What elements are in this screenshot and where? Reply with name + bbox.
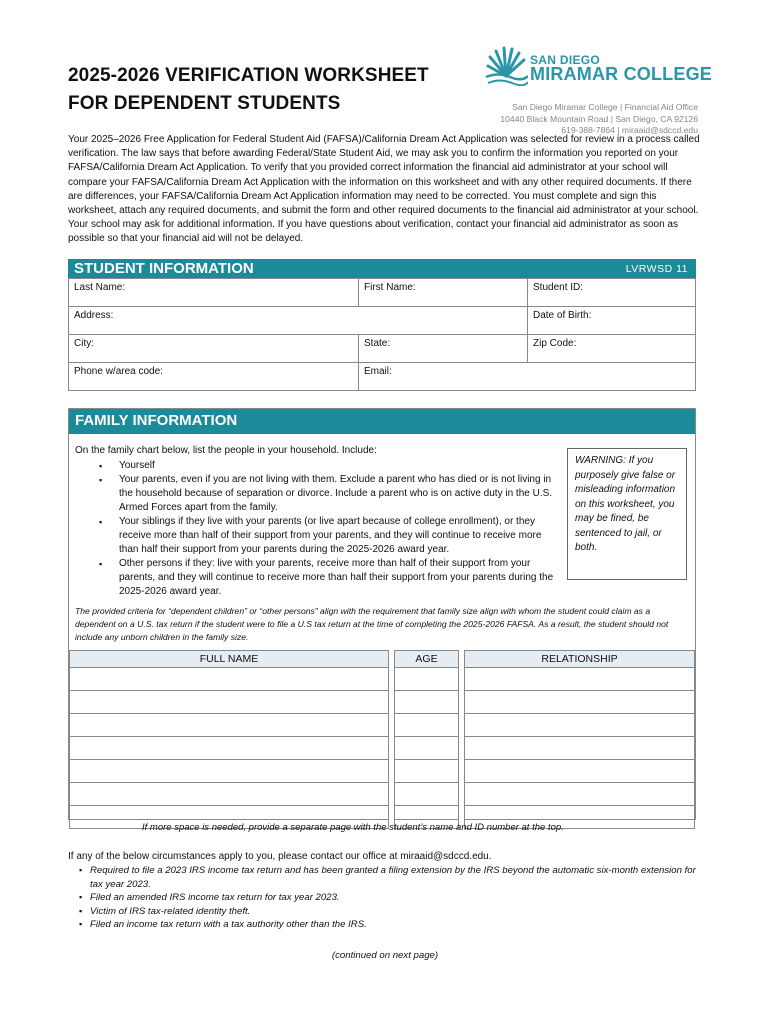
state-field[interactable]: State: <box>359 335 528 363</box>
family-info-header <box>69 409 695 434</box>
name-cell[interactable] <box>70 668 389 691</box>
logo-college-name: MIRAMAR COLLEGE <box>530 64 712 84</box>
warning-box: WARNING: If you purposely give false or misleading information on this worksheet, you may be fined, be sentenced to jail, or both. <box>567 448 687 580</box>
logo-san-diego: SAN DIEGO <box>530 53 601 67</box>
zip-field[interactable]: Zip Code: <box>528 335 696 363</box>
city-field[interactable]: City: <box>69 335 359 363</box>
list-item: ▪ Victim of IRS tax-related identity theft. <box>68 905 698 919</box>
age-cell[interactable] <box>395 760 459 783</box>
age-cell[interactable] <box>395 737 459 760</box>
first-name-field[interactable]: First Name: <box>359 279 528 307</box>
list-item: ▪ Required to file a 2023 IRS income tax return and has been granted a filing extension by the IRS beyond the automatic six-month extension for tax year 2023. <box>68 864 698 891</box>
phone-field[interactable]: Phone w/area code: <box>69 363 359 391</box>
sunburst-logo-icon <box>484 46 528 86</box>
name-cell[interactable] <box>70 737 389 760</box>
list-item: ▪ Other persons if they: live with your parents, receive more than half of their support from your parents, and they will continue to receive more than half their support from your parents during the 2025-2026 award year. <box>75 557 561 599</box>
last-name-field[interactable]: Last Name: <box>69 279 359 307</box>
relationship-cell[interactable] <box>465 714 695 737</box>
intro-paragraph: Your 2025–2026 Free Application for Federal Student Aid (FAFSA)/California Dream Act Application was selected for review in a process called verification. The law says that before awarding Federal/State Student Aid, we may ask you to confirm the information you reported on your FAFSA/California Dream Act Application. To verify that you provided correct information the financial aid administrator at your school will compare your FAFSA/California Dream Act Application with the information on this worksheet and with any other required documents. If there are differences, your FAFSA/California Dream Act Application information may need to be corrected. You must complete and sign this worksheet, attach any required documents, and submit the form and other required documents to the financial aid administrator at your school. Your school may ask for additional information. If you have questions about verification, contact your financial aid administrator as soon as possible so that your financial aid will not be delayed. <box>68 134 700 245</box>
name-cell[interactable] <box>70 760 389 783</box>
contact-instructions: If any of the below circumstances apply to you, please contact our office at miraaid@sdccd.edu. <box>68 851 492 862</box>
column-relationship: RELATIONSHIP <box>465 651 695 668</box>
family-chart-header <box>70 651 695 668</box>
family-info-heading: FAMILY INFORMATION <box>75 412 238 429</box>
page-title <box>68 62 429 118</box>
email-field[interactable]: Email: <box>359 363 696 391</box>
office-line-3: 619-388-7864 | miraaid@sdccd.edu <box>561 125 698 135</box>
form-code: LVRWSD 11 <box>625 263 688 275</box>
office-contact <box>500 102 698 137</box>
relationship-cell[interactable] <box>465 783 695 806</box>
student-info-table <box>68 278 696 391</box>
list-item: ▪ Filed an income tax return with a tax authority other than the IRS. <box>68 918 698 932</box>
relationship-cell[interactable] <box>465 668 695 691</box>
family-intro: On the family chart below, list the people in your household. Include: <box>75 445 377 456</box>
list-item: ▪ Filed an amended IRS income tax return for tax year 2023. <box>68 891 698 905</box>
table-row <box>70 668 695 691</box>
table-row <box>70 760 695 783</box>
family-chart <box>69 650 695 829</box>
table-row <box>70 783 695 806</box>
name-cell[interactable] <box>70 714 389 737</box>
household-criteria-list <box>75 459 561 599</box>
column-age: AGE <box>395 651 459 668</box>
age-cell[interactable] <box>395 668 459 691</box>
name-cell[interactable] <box>70 691 389 714</box>
continued-note: (continued on next page) <box>331 950 439 961</box>
table-row <box>70 691 695 714</box>
circumstances-list <box>68 864 698 932</box>
age-cell[interactable] <box>395 783 459 806</box>
student-info-heading: STUDENT INFORMATION <box>74 260 254 277</box>
more-space-note: If more space is needed, provide a separate page with the student’s name and ID number at the top. <box>142 822 564 833</box>
name-cell[interactable] <box>70 783 389 806</box>
student-info-header <box>68 259 696 279</box>
age-cell[interactable] <box>395 714 459 737</box>
age-cell[interactable] <box>395 691 459 714</box>
family-info-section <box>68 408 696 820</box>
office-line-2: 10440 Black Mountain Road | San Diego, CA 92126 <box>500 113 698 124</box>
address-field[interactable]: Address: <box>69 307 528 335</box>
table-row <box>70 714 695 737</box>
column-full-name: FULL NAME <box>70 651 389 668</box>
list-item: ▪ Yourself <box>75 459 561 473</box>
table-row <box>70 737 695 760</box>
list-item: ▪ Your siblings if they live with your parents (or live apart because of college enrollment), or they receive more than half of their support from your parents, and they will continue to receive more than half their support from your parents during the 2025-2026 award year. <box>75 515 561 557</box>
title-line-2: FOR DEPENDENT STUDENTS <box>68 93 341 114</box>
relationship-cell[interactable] <box>465 737 695 760</box>
dob-field[interactable]: Date of Birth: <box>528 307 696 335</box>
title-line-1: 2025-2026 VERIFICATION WORKSHEET <box>68 65 429 86</box>
relationship-cell[interactable] <box>465 691 695 714</box>
office-line-1: San Diego Miramar College | Financial Aid Office <box>512 102 698 112</box>
list-item: ▪ Your parents, even if you are not living with them. Exclude a parent who has died or is not living in the household because of separation or divorce. Include a parent who is on active duty in the U.S. Armed Forces apart from the family. <box>75 473 561 515</box>
relationship-cell[interactable] <box>465 760 695 783</box>
student-id-field[interactable]: Student ID: <box>528 279 696 307</box>
dependent-criteria-note: The provided criteria for “dependent children” or “other persons” align with the requirement that family size align with whom the student could claim as a dependent on a U.S. tax return if the student were to file a U.S tax return at the time of completing the 2025-2026 FAFSA. As a result, the student should not include any unborn children in the family size. <box>75 606 669 642</box>
